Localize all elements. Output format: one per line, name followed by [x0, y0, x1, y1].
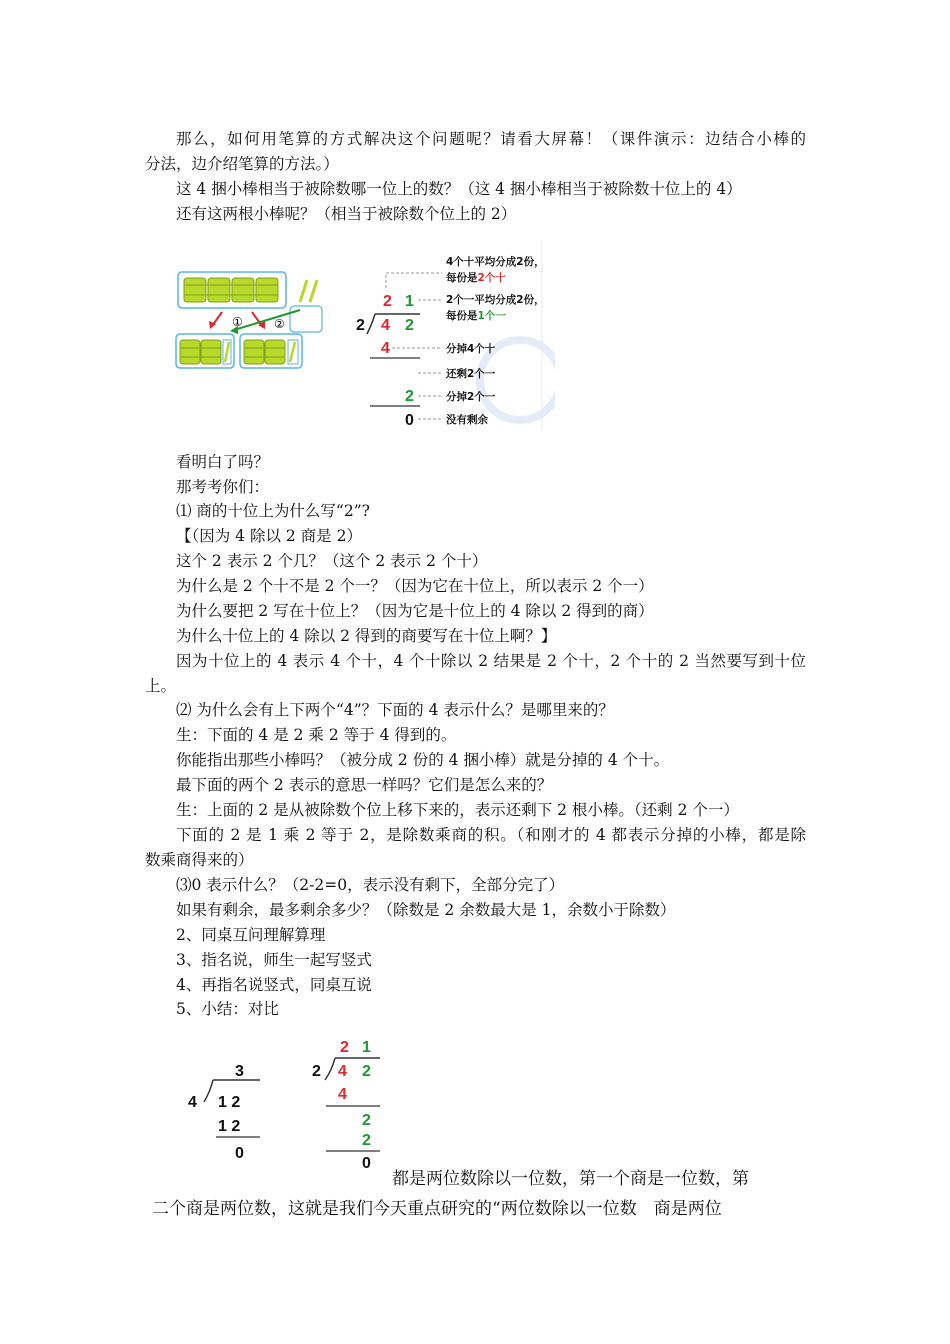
right-first-product: 4 — [338, 1086, 347, 1103]
question-1: ⑴ 商的十位上为什么写“2”? — [176, 502, 370, 520]
leader-line — [386, 273, 442, 288]
paragraph-line: 因为十位上的 4 表示 4 个十，4 个十除以 2 结果是 2 个十，2 个十的 2 当然要写到十位 — [176, 652, 806, 670]
remainder: 0 — [405, 412, 414, 429]
paragraph-line: 生：上面的 2 是从被除数个位上移下来的，表示还剩下 2 根小棒。（还剩 2 个一） — [176, 801, 739, 819]
quotient-ones: 1 — [405, 293, 414, 310]
paragraph-line: 上。 — [145, 677, 177, 695]
divisor: 2 — [356, 317, 365, 334]
dividend-tens: 4 — [381, 317, 390, 334]
step-two-label: ② — [274, 317, 285, 331]
paragraph-line: 那考考你们： — [176, 478, 270, 496]
note-ones-each: 每份是1个一 — [446, 310, 506, 322]
dividend-ones: 2 — [405, 317, 414, 334]
left-divisor: 4 — [188, 1094, 197, 1111]
right-quotient-ones: 1 — [362, 1039, 371, 1056]
right-dividend-tens: 4 — [338, 1063, 347, 1080]
single-stick-icon — [310, 280, 317, 302]
right-dividend-ones: 2 — [362, 1063, 371, 1080]
left-quotient: 3 — [235, 1063, 244, 1080]
summary-line: 二个商是两位数，这就是我们今天重点研究的“两位数除以一位数 商是两位 — [152, 1199, 722, 1219]
single-stick-icon — [225, 342, 229, 362]
right-quotient-tens: 2 — [340, 1039, 349, 1056]
left-product: 1 2 — [218, 1118, 241, 1135]
question-2: ⑵ 为什么会有上下两个“4”？下面的 4 表示什么？是哪里来的？ — [176, 701, 614, 719]
paragraph-line: 生：下面的 4 是 2 乘 2 等于 4 得到的。 — [176, 726, 457, 744]
right-second-product: 2 — [362, 1132, 371, 1149]
ones-brought-down: 2 — [405, 388, 414, 405]
paragraph-line: 分法，边介绍笔算的方法。） — [145, 155, 339, 173]
question-3: ⑶0 表示什么？（2-2=0，表示没有剩下，全部分完了） — [176, 876, 565, 894]
paragraph-line: 看明白了吗？ — [176, 453, 270, 471]
paragraph-line: 为什么十位上的 4 除以 2 得到的商要写在十位上啊？】 — [176, 627, 557, 645]
paragraph-line: 这 4 捆小棒相当于被除数哪一位上的数？（这 4 捆小棒相当于被除数十位上的 4） — [176, 180, 742, 198]
bundle-icon — [180, 340, 221, 364]
bundle-icon — [244, 340, 285, 364]
paragraph-line: 下面的 2 是 1 乘 2 等于 2，是除数乘商的积。（和刚才的 4 都表示分掉的小棒，都是除 — [176, 826, 806, 844]
bundle-division-figure — [170, 240, 555, 430]
comparison-figure — [180, 1030, 390, 1170]
step-3: 3、指名说，师生一起写竖式 — [176, 951, 372, 969]
paragraph-line: 如果有剩余，最多剩余多少？（除数是 2 余数最大是 1，余数小于除数） — [176, 901, 676, 919]
paragraph-line: 最下面的两个 2 表示的意思一样吗？它们是怎么来的？ — [176, 776, 553, 794]
step-4: 4、再指名说竖式，同桌互说 — [176, 976, 372, 994]
bundle-division-svg — [170, 240, 555, 430]
paragraph-line: 数乘商得来的） — [145, 851, 254, 869]
single-stick-icon — [300, 280, 307, 302]
left-remainder: 0 — [235, 1145, 244, 1162]
paragraph-line: 这个 2 表示 2 个几？（这个 2 表示 2 个十） — [176, 552, 488, 570]
empty-frame — [290, 306, 322, 332]
comparison-svg — [180, 1030, 390, 1170]
right-division-bracket — [325, 1058, 380, 1080]
paragraph-line: 为什么要把 2 写在十位上？（因为它是十位上的 4 除以 2 得到的商） — [176, 602, 654, 620]
left-dividend: 1 2 — [218, 1094, 241, 1111]
step-one-label: ① — [232, 315, 243, 329]
paragraph-line: 你能指出那些小棒吗？（被分成 2 份的 4 捆小棒）就是分掉的 4 个十。 — [176, 751, 670, 769]
note-tens-removed: 分掉4个十 — [446, 343, 496, 355]
note-none-left: 没有剩余 — [446, 414, 488, 426]
paragraph-line: 为什么是 2 个十不是 2 个一？（因为它在十位上，所以表示 2 个一） — [176, 577, 654, 595]
paragraph-line: 【（因为 4 除以 2 商是 2） — [176, 527, 362, 545]
paragraph-line: 还有这两根小棒呢？（相当于被除数个位上的 2） — [176, 205, 517, 223]
paragraph-line: 那么，如何用笔算的方式解决这个问题呢？请看大屏幕！（课件演示：边结合小棒的 — [176, 130, 806, 148]
summary-line: 都是两位数除以一位数，第一个商是一位数，第 — [392, 1169, 749, 1189]
note-ones-split: 2个一平均分成2份， — [446, 294, 545, 306]
note-tens-each: 每份是2个十 — [446, 272, 506, 284]
right-brought-down: 2 — [362, 1112, 371, 1129]
quotient-tens: 2 — [383, 293, 392, 310]
right-remainder: 0 — [362, 1155, 371, 1170]
note-tens-split: 4个十平均分成2份， — [446, 256, 545, 268]
right-divisor: 2 — [312, 1063, 321, 1080]
note-ones-left: 还剩2个一 — [446, 368, 496, 380]
step-5: 5、小结：对比 — [176, 1000, 279, 1018]
step-2: 2、同桌互问理解算理 — [176, 926, 326, 944]
bundle-icon — [184, 278, 278, 302]
note-ones-removed: 分掉2个一 — [446, 391, 496, 403]
first-product: 4 — [381, 340, 390, 357]
single-stick-icon — [290, 342, 295, 362]
